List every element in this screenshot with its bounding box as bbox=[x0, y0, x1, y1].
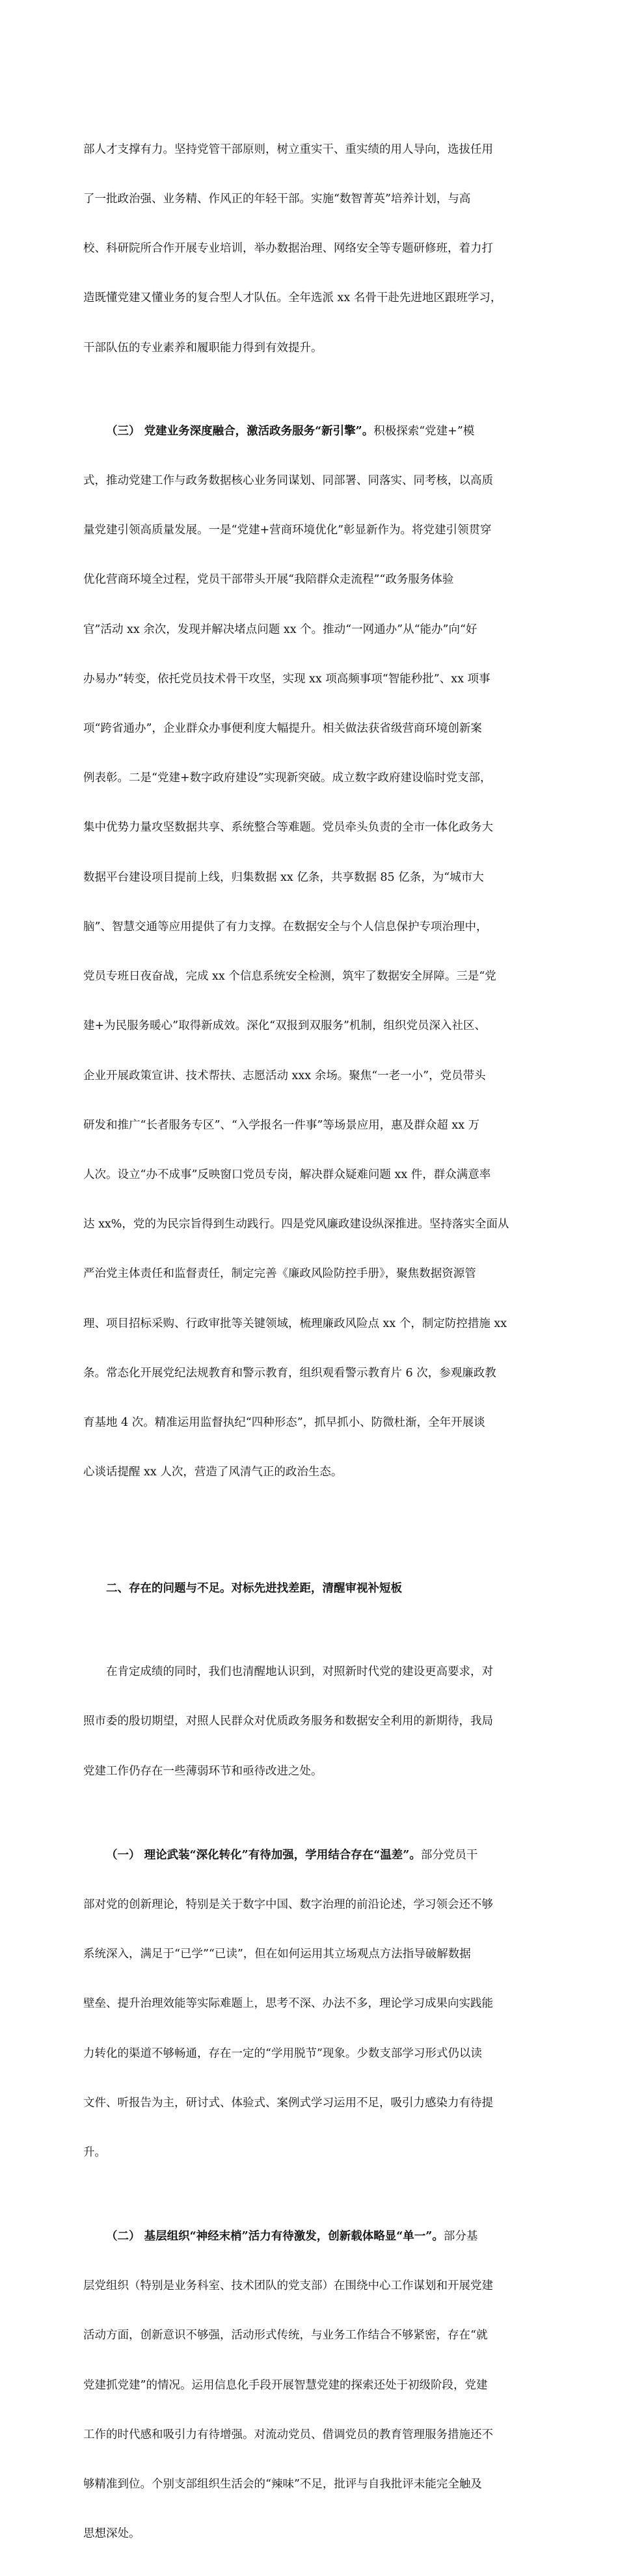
paragraph-talent bbox=[83, 109, 539, 390]
text-line: 研发和推广“长者服务专区”、“入学报名一件事”等场景应用，惠及群众超 xx 万 bbox=[83, 1118, 480, 1132]
text-line bbox=[83, 1847, 539, 1864]
text-line: 达 xx%，党的为民宗旨得到生动践行。四是党风廉政建设纵深推进。坚持落实全面从 bbox=[83, 1218, 509, 1231]
text-line: 优化营商环境全过程，党员干部带头开展“我陪群众走流程”“政务服务体验 bbox=[83, 573, 454, 587]
text-line: 文件、听报告为主，研讨式、体验式、案例式学习运用不足，吸引力感染力有待提 bbox=[83, 2096, 493, 2110]
text-line: 系统深入，满足于“已学”“已读”，但在如何运用其立场观点方法指导破解数据 bbox=[83, 1948, 471, 1961]
text-line: 校、科研院所合作开展专业培训，举办数据治理、网络安全等专题研修班，着力打 bbox=[83, 242, 493, 256]
text-line: 育基地 4 次。精准运用监督执纪“四种形态”，抓早抓小、防微杜渐，全年开展谈 bbox=[83, 1416, 485, 1430]
text-line: 办易办”转变，依托党员技术骨干攻坚，实现 xx 项高频事项“智能秒批”、xx 项事 bbox=[83, 672, 490, 686]
text-line: 企业开展政策宣讲、技术帮扶、志愿活动 xxx 余场。聚焦“一老一小”，党员带头 bbox=[83, 1069, 486, 1082]
text-line: 理、项目招标采购、行政审批等关键领域，梳理廉政风险点 xx 个，制定防控措施 xx bbox=[83, 1317, 507, 1330]
text-line: 量党建引领高质量发展。一是“党建+营商环境优化”彰显新作为。将党建引领贯穿 bbox=[83, 524, 492, 537]
text-run: 部分党员干 bbox=[420, 1848, 478, 1862]
text-line: 工作的时代感和吸引力有待增强。对流动党员、借调党员的教育管理服务措施还不 bbox=[83, 2428, 493, 2441]
text-line: 例表彰。二是“党建+数字政府建设”实现新突破。成立数字政府建设临时党支部， bbox=[83, 771, 492, 785]
text-line: 思想深处。 bbox=[83, 2527, 141, 2541]
text-line: 脑”、智慧交通等应用提供了有力支撑。在数据安全与个人信息保护专项治理中， bbox=[83, 920, 488, 933]
text-line bbox=[83, 2229, 539, 2245]
paragraph-heading-problems bbox=[83, 1548, 539, 1630]
text-line: 升。 bbox=[83, 2145, 106, 2159]
text-run: 积极探索“党建+”模 bbox=[373, 424, 475, 438]
text-line: 心谈话提醒 xx 人次，营造了风清气正的政治生态。 bbox=[83, 1466, 343, 1479]
text-line: 建+为民服务暖心”取得新成效。深化“双报到双服务”机制，组织党员深入社区、 bbox=[83, 1019, 487, 1033]
text-line: 集中优势力量攻坚数据共享、系统整合等难题。党员牵头负责的全市一体化政务大 bbox=[83, 821, 493, 835]
text-run: 部分基 bbox=[443, 2230, 478, 2243]
text-line: 党员专班日夜奋战，完成 xx 个信息系统安全检测，筑牢了数据安全屏障。三是“党 bbox=[83, 970, 496, 984]
text-line: 活动方面，创新意识不够强，活动形式传统，与业务工作结合不够紧密，存在“就 bbox=[83, 2329, 488, 2342]
text-line: 部人才支撑有力。坚持党管干部原则，树立重实干、重实绩的用人导向，选拔任用 bbox=[83, 142, 493, 156]
section-heading: （二） 基层组织“神经末梢”活力有待激发，创新载体略显“单一”。 bbox=[106, 2230, 444, 2243]
paragraph-section-2 bbox=[83, 2195, 539, 2575]
text-line: 了一批政治强、业务精、作风正的年轻干部。实施“数智菁英”培养计划，与高 bbox=[83, 193, 471, 206]
text-line: 式，推动党建工作与政务数据核心业务同谋划、同部署、同落实、同考核，以高质 bbox=[83, 474, 493, 487]
section-heading: （一） 理论武装“深化转化”有待加强，学用结合存在“温差”。 bbox=[106, 1848, 421, 1862]
text-line: 官”活动 xx 余次，发现并解决堵点问题 xx 个。推动“一网通办”从“能办”向“好 bbox=[83, 623, 477, 636]
text-line: 部对党的创新理论，特别是关于数字中国、数字治理的前沿论述，学习领会还不够 bbox=[83, 1898, 493, 1911]
section-heading: （三） 党建业务深度融合，激活政务服务“新引擎”。 bbox=[106, 424, 374, 438]
text-line: 严治党主体责任和监督责任，制定完善《廉政风险防控手册》，聚焦数据资源管 bbox=[83, 1267, 476, 1281]
text-line: 层党组织（特别是业务科室、技术团队的党支部）在围绕中心工作谋划和开展党建 bbox=[83, 2279, 493, 2293]
paragraph-section-1 bbox=[83, 1814, 539, 2194]
text-line: 够精准到位。个别支部组织生活会的“辣味”不足，批评与自我批评未能完全触及 bbox=[83, 2478, 482, 2491]
text-line: 条。常态化开展党纪法规教育和警示教育，组织观看警示教育片 6 次，参观廉政教 bbox=[83, 1366, 496, 1380]
text-line: 数据平台建设项目提前上线，归集数据 xx 亿条，共享数据 85 亿条，为“城市大 bbox=[83, 870, 484, 884]
text-line: 在肯定成绩的同时，我们也清醒地认识到，对照新时代党的建设更高要求，对 bbox=[106, 1665, 493, 1679]
text-line: 照市委的殷切期望，对照人民群众对优质政务服务和数据安全利用的新期待，我局 bbox=[83, 1715, 493, 1728]
chapter-heading: 二、存在的问题与不足。对标先进找差距，清醒审视补短板 bbox=[106, 1582, 402, 1596]
text-line: 壁垒、提升治理效能等实际难题上，思考不深、办法不多，理论学习成果向实践能 bbox=[83, 1997, 493, 2011]
text-line bbox=[83, 423, 539, 440]
paragraph-section-3 bbox=[83, 390, 539, 1547]
text-line: 干部队伍的专业素养和履职能力得到有效提升。 bbox=[83, 341, 323, 355]
text-line: 项“跨省通办”，企业群众办事便利度大幅提升。相关做法获省级营商环境创新案 bbox=[83, 722, 482, 736]
text-line: 人次。设立“办不成事”反映窗口党员专岗，解决群众疑难问题 xx 件，群众满意率 bbox=[83, 1168, 491, 1181]
text-line: 党建抓党建”的情况。运用信息化手段开展智慧党建的探索还处于初级阶段，党建 bbox=[83, 2378, 488, 2392]
paragraph-intro bbox=[83, 1631, 539, 1812]
document-page bbox=[83, 109, 539, 2576]
text-line: 力转化的渠道不够畅通，存在一定的“学用脱节”现象。少数支部学习形式仍以读 bbox=[83, 2046, 482, 2060]
text-line: 造既懂党建又懂业务的复合型人才队伍。全年选派 xx 名骨干赴先进地区跟班学习， bbox=[83, 291, 502, 305]
text-line: 党建工作仍存在一些薄弱环节和亟待改进之处。 bbox=[83, 1764, 323, 1778]
